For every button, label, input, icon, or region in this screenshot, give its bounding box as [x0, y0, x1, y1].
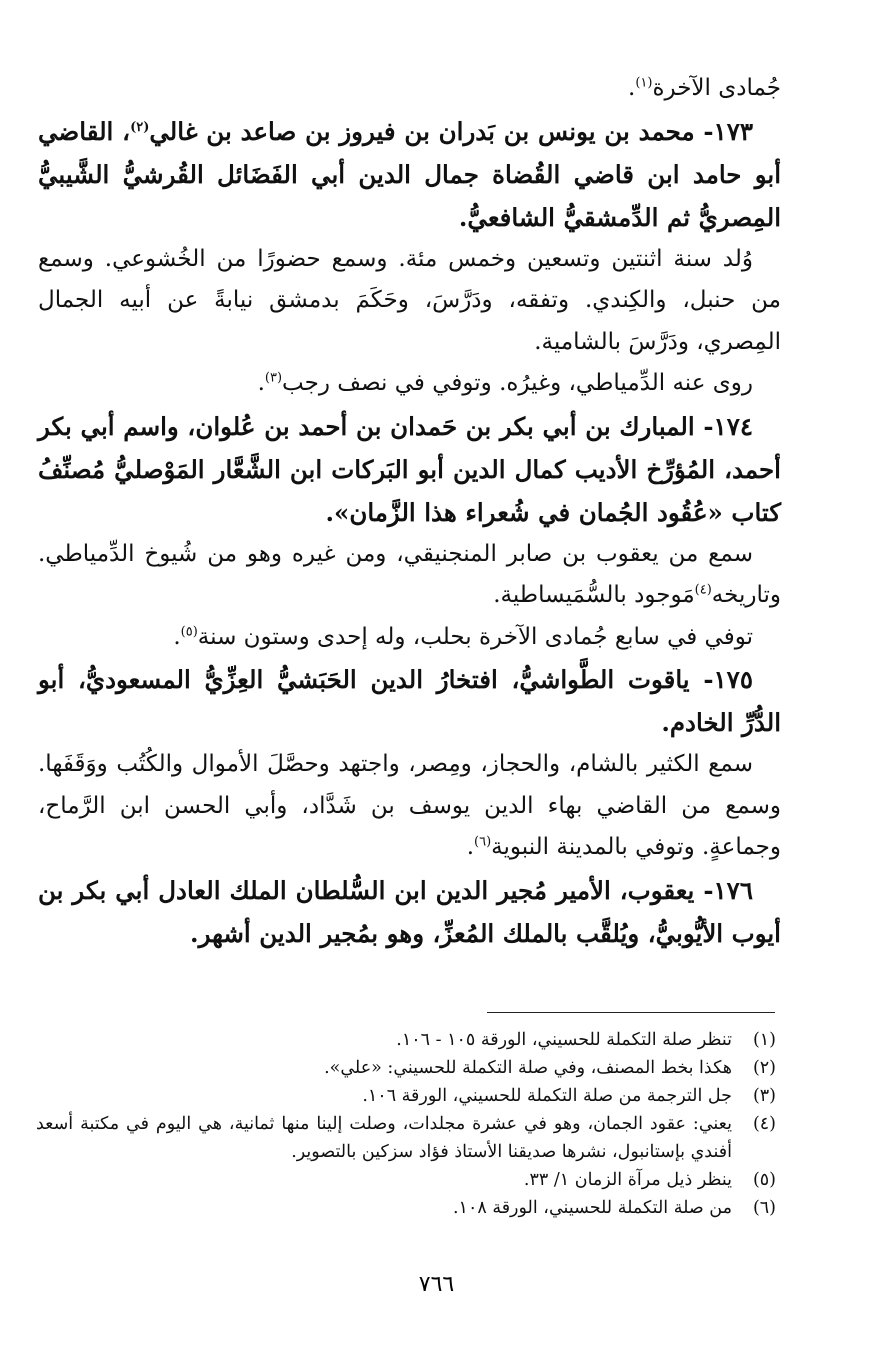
footnote-ref-1[interactable]: (١) — [635, 75, 653, 91]
entry-174-paragraph-2-text: توفي في سابع جُمادى الآخرة بحلب، وله إحدى وستون سنة — [197, 623, 753, 650]
entry-number-175: ١٧٥- — [689, 665, 753, 694]
entry-176-heading — [38, 869, 781, 955]
entry-173-heading — [38, 110, 781, 239]
entry-175-title: ياقوت الطَّواشيُّ، افتخارُ الدين الحَبَشيُّ العِزِّيُّ المسعوديُّ، أبو الدُّرِّ الخادم. — [38, 665, 781, 737]
entry-174-title: المبارك بن أبي بكر بن حَمدان بن أحمد بن عُلوان، واسم أبي بكر أحمد، المُؤرِّخ الأديب كمال الدين أبو البَركات ابن الشَّعَّار المَوْصليُّ مُصنِّفُ كتاب «عُقُود الجُمان في شُعراء هذا الزَّمان». — [38, 411, 781, 527]
footnote-number: (٢) — [752, 1058, 776, 1078]
entry-175-paragraph-1-text: سمع الكثير بالشام، والحجاز، ومِصر، واجتهد وحصَّلَ الأموال والكُتُب ووَقَفَها. وسمع من القاضي بهاء الدين يوسف بن شَدَّاد، وأبي الحسن ابن الرَّماح، وجماعةٍ. وتوفي بالمدينة النبوية — [38, 751, 781, 860]
entry-number-173: ١٧٣- — [694, 116, 754, 146]
entry-173-name: محمد بن يونس بن بَدران بن فيروز بن صاعد بن غالي — [149, 116, 695, 146]
footnote-ref-4[interactable]: (٤) — [694, 582, 712, 598]
footnote-ref-3[interactable]: (٣) — [264, 370, 283, 386]
footnote-text: جل الترجمة من صلة التكملة للحسيني، الورقة ١٠٦. — [362, 1086, 732, 1106]
footnote-5 — [36, 1166, 776, 1194]
footnote-3 — [36, 1082, 776, 1110]
footnote-text: يعني: عقود الجمان، وهو في عشرة مجلدات، وصلت إلينا منها ثمانية، هي اليوم في مكتبة أسعد أفندي بإستانبول، نشرها صديقنا الأستاذ فؤاد سزكين بالتصوير. — [36, 1114, 732, 1162]
continuation-line — [38, 68, 781, 110]
footnote-ref-6[interactable]: (٦) — [474, 834, 492, 850]
entry-173-paragraph-1: وُلد سنة اثنتين وتسعين وخمس مئة. وسمع حضورًا من الخُشوعي. وسمع من حنبل، والكِندي. وتفقه، ودَرَّسَ، وحَكَمَ بدمشق نيابةً عن أبيه الجمال المِصري، ودَرَّسَ بالشامية. — [38, 245, 781, 355]
entry-173-title: ، القاضي أبو حامد ابن قاضي القُضاة جمال الدين أبي الفَضَائل القُرشيُّ الشَّيبيُّ المِصريُّ ثم الدِّمشقيُّ الشافعيُّ. — [38, 116, 781, 232]
entry-number-176: ١٧٦- — [694, 875, 753, 905]
footnote-text: ينظر ذيل مرآة الزمان ١/ ٣٣. — [523, 1170, 732, 1190]
footnote-ref-5[interactable]: (٥) — [180, 623, 198, 639]
entry-174-paragraph-1 — [38, 534, 781, 617]
footnote-4 — [36, 1110, 776, 1166]
entry-number-174: ١٧٤- — [694, 411, 754, 441]
continuation-text: جُمادى الآخرة — [652, 75, 781, 101]
footnote-1 — [36, 1026, 776, 1054]
page-number: ٧٦٦ — [418, 1272, 455, 1297]
footnote-number: (٤) — [752, 1114, 776, 1134]
entry-173-paragraph-2-text: روى عنه الدِّمياطي، وغيرُه. وتوفي في نصف رجب — [282, 370, 753, 396]
entry-174-paragraph-2-end: . — [173, 623, 181, 650]
entry-175-paragraph-1-end: . — [466, 834, 475, 860]
entry-175-heading — [38, 658, 781, 744]
entry-173-paragraph-2 — [38, 363, 781, 405]
continuation-end: . — [628, 75, 636, 101]
footnote-2 — [36, 1054, 776, 1082]
entry-174-heading — [38, 405, 781, 534]
footnote-text: من صلة التكملة للحسيني، الورقة ١٠٨. — [452, 1198, 732, 1218]
footnote-number: (٦) — [752, 1198, 776, 1218]
footnote-text: هكذا بخط المصنف، وفي صلة التكملة للحسيني: «علي». — [324, 1058, 732, 1078]
entry-174-paragraph-2 — [38, 617, 781, 659]
footnote-6 — [36, 1194, 776, 1222]
footnote-ref-2[interactable]: (٢) — [130, 119, 150, 135]
footnotes — [36, 1026, 776, 1222]
footnote-number: (١) — [752, 1030, 776, 1050]
entry-176-title: يعقوب، الأمير مُجير الدين ابن السُّلطان الملك العادل أبي بكر بن أيوب الأيُّوبيُّ، ويُلقَّب بالملك المُعزِّ، وهو بمُجير الدين أشهر. — [38, 875, 781, 948]
footnote-number: (٥) — [752, 1170, 776, 1190]
footnote-text: تنظر صلة التكملة للحسيني، الورقة ١٠٥ - ١٠٦. — [396, 1030, 732, 1050]
entry-175-paragraph-1 — [38, 744, 781, 869]
footnote-separator — [487, 1012, 775, 1013]
footnote-number: (٣) — [752, 1086, 776, 1106]
entry-173-paragraph-2-end: . — [257, 370, 265, 396]
entry-174-paragraph-1-end: مَوجود بالسُّمَيساطية. — [493, 582, 695, 608]
entry-174-paragraph-1-text: سمع من يعقوب بن صابر المنجنيقي، ومن غيره وهو من شُيوخ الدِّمياطي. وتاريخه — [38, 540, 781, 608]
